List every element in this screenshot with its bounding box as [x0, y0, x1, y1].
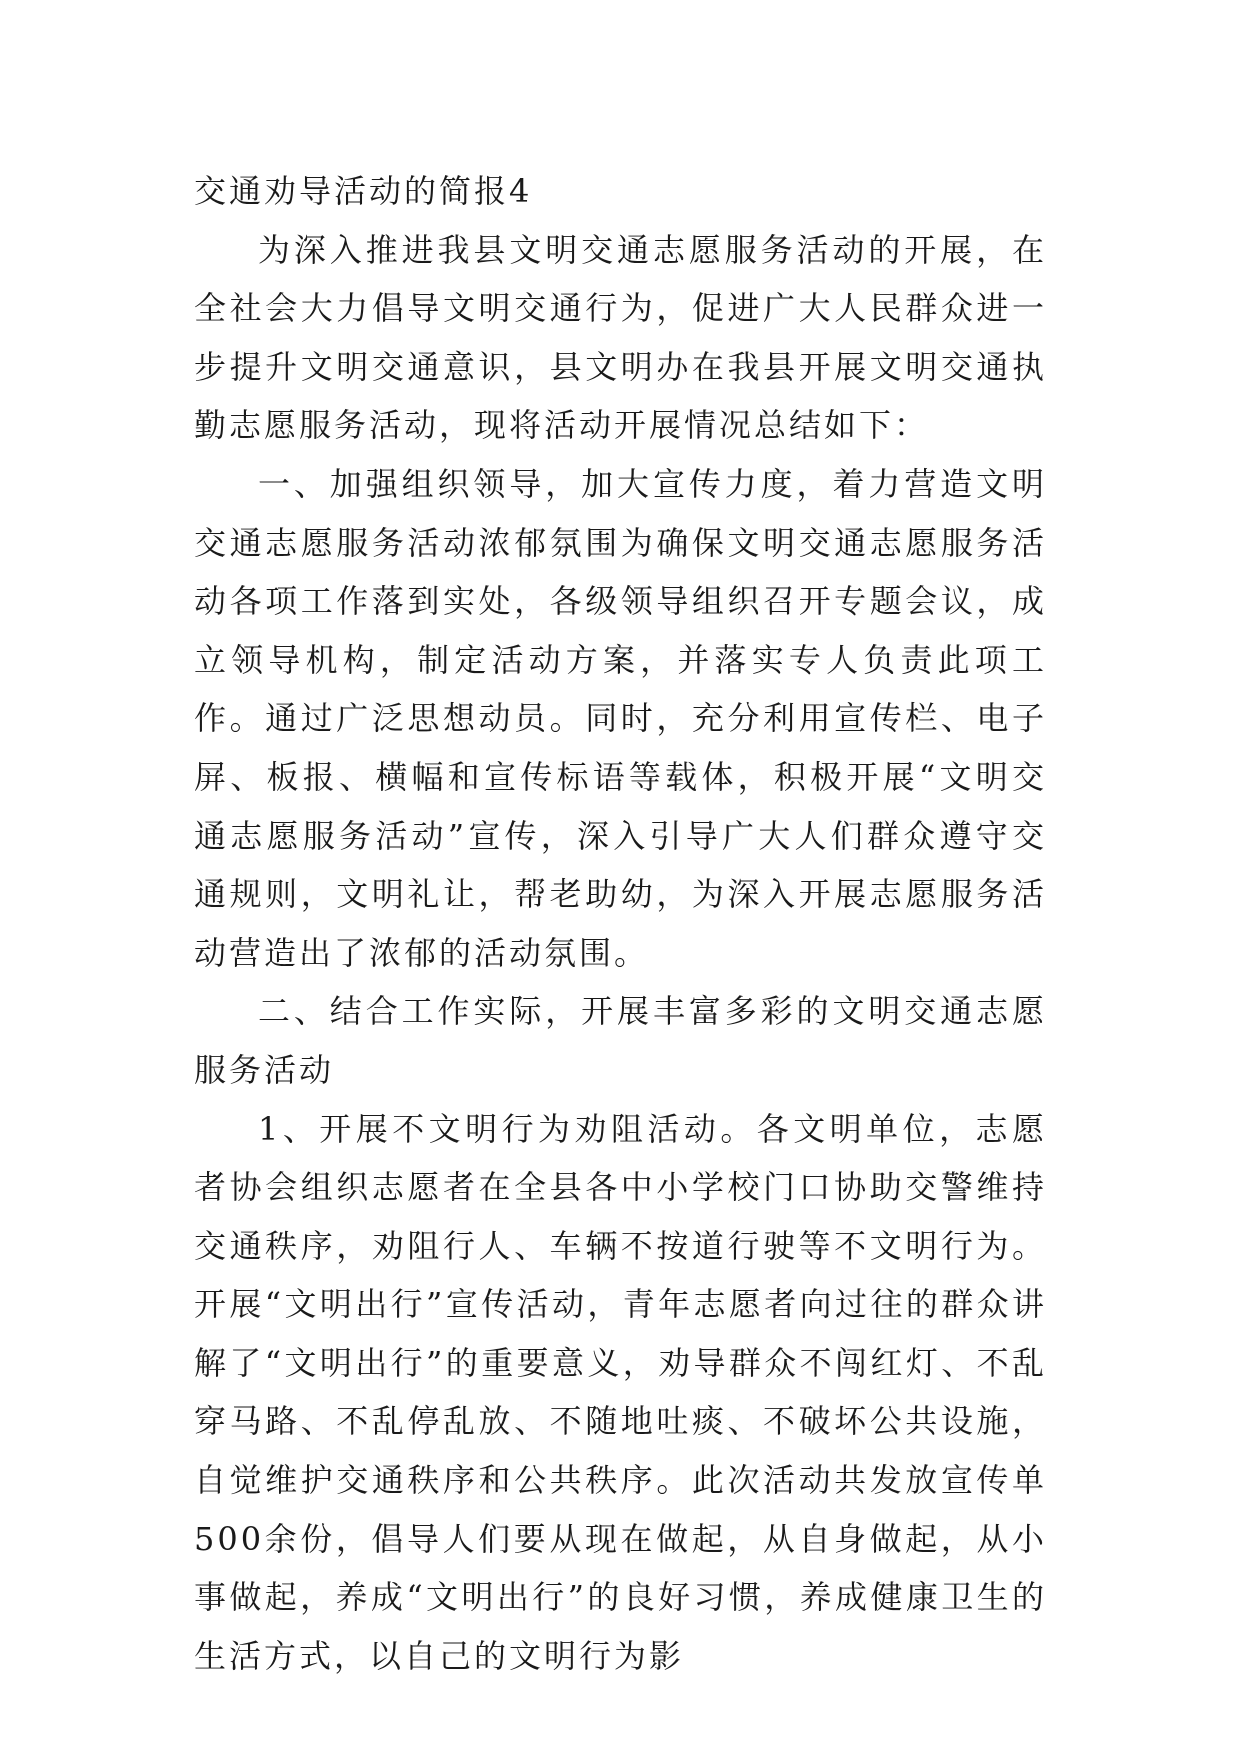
document-title: 交通劝导活动的简报4: [194, 172, 533, 210]
document-body: [194, 162, 1047, 1685]
paragraph-intro: 为深入推进我县文明交通志愿服务活动的开展，在全社会大力倡导文明交通行为，促进广大人民群众进一步提升文明交通意识，县文明办在我县开展文明交通执勤志愿服务活动，现将活动开展情况总结如下：: [194, 230, 1047, 445]
paragraph-section-two-heading: 二、结合工作实际，开展丰富多彩的文明交通志愿服务活动: [194, 992, 1047, 1089]
paragraph-section-one: 一、加强组织领导，加大宣传力度，着力营造文明交通志愿服务活动浓郁氛围为确保文明交通志愿服务活动各项工作落到实处，各级领导组织召开专题会议，成立领导机构，制定活动方案，并落实专人负责此项工作。通过广泛思想动员。同时，充分利用宣传栏、电子屏、板报、横幅和宣传标语等载体，积极开展“文明交通志愿服务活动”宣传，深入引导广大人们群众遵守交通规则，文明礼让，帮老助幼，为深入开展志愿服务活动营造出了浓郁的活动氛围。: [194, 464, 1047, 972]
paragraph-item-one: 1、开展不文明行为劝阻活动。各文明单位，志愿者协会组织志愿者在全县各中小学校门口协助交警维持交通秩序，劝阻行人、车辆不按道行驶等不文明行为。开展“文明出行”宣传活动，青年志愿者向过往的群众讲解了“文明出行”的重要意义，劝导群众不闯红灯、不乱穿马路、不乱停乱放、不随地吐痰、不破坏公共设施，自觉维护交通秩序和公共秩序。此次活动共发放宣传单500余份，倡导人们要从现在做起，从自身做起，从小事做起，养成“文明出行”的良好习惯，养成健康卫生的生活方式，以自己的文明行为影: [194, 1109, 1047, 1675]
